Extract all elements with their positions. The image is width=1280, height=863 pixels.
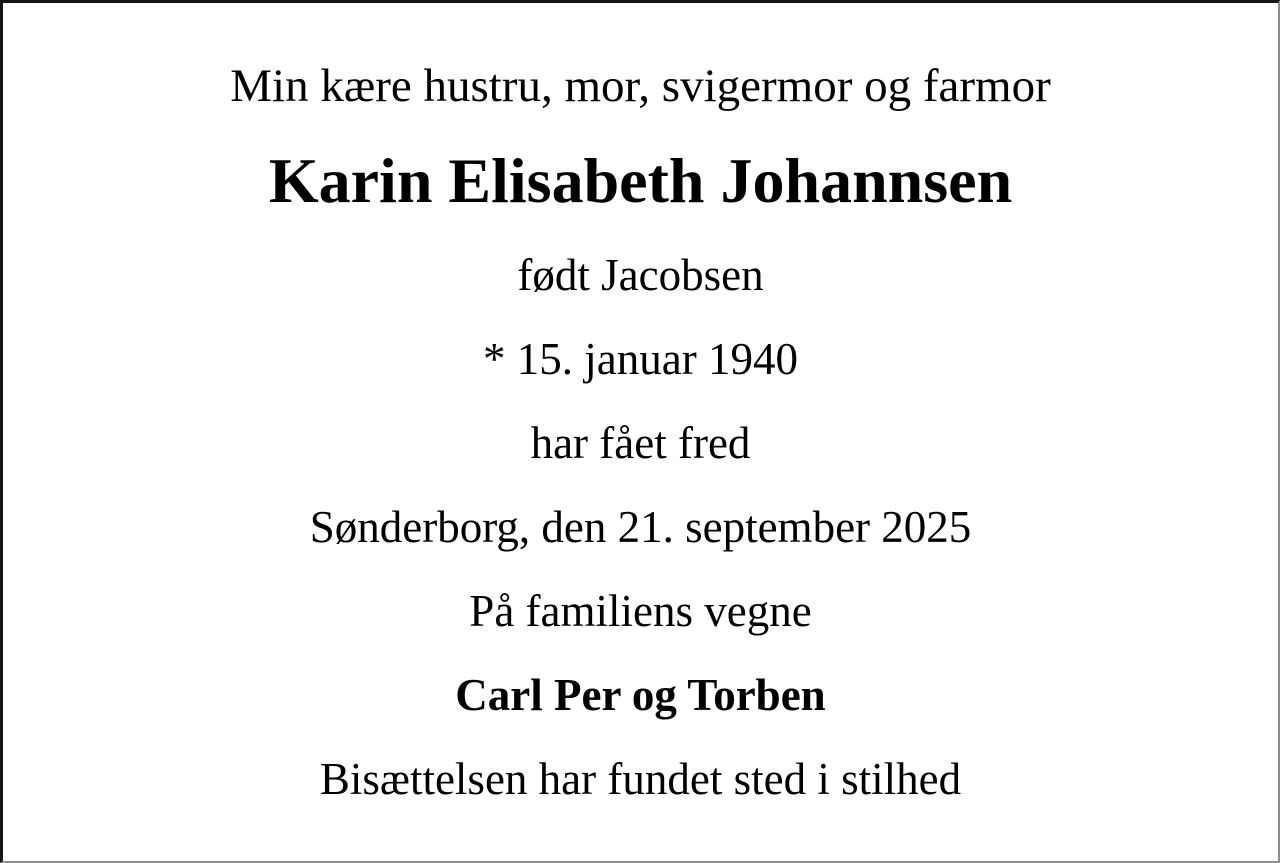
family-names-line: Carl Per og Torben <box>455 669 826 720</box>
death-phrase-line: har fået fred <box>530 417 751 468</box>
birth-date-line: * 15. januar 1940 <box>483 333 798 384</box>
funeral-note-line: Bisættelsen har fundet sted i stilhed <box>319 753 962 804</box>
on-behalf-line: På familiens vegne <box>469 585 812 636</box>
place-and-date-line: Sønderborg, den 21. september 2025 <box>309 501 972 552</box>
maiden-name-line: født Jacobsen <box>517 249 764 300</box>
deceased-name: Karin Elisabeth Johannsen <box>268 144 1013 216</box>
relation-intro-line: Min kære hustru, mor, svigermor og farmor <box>230 59 1051 112</box>
